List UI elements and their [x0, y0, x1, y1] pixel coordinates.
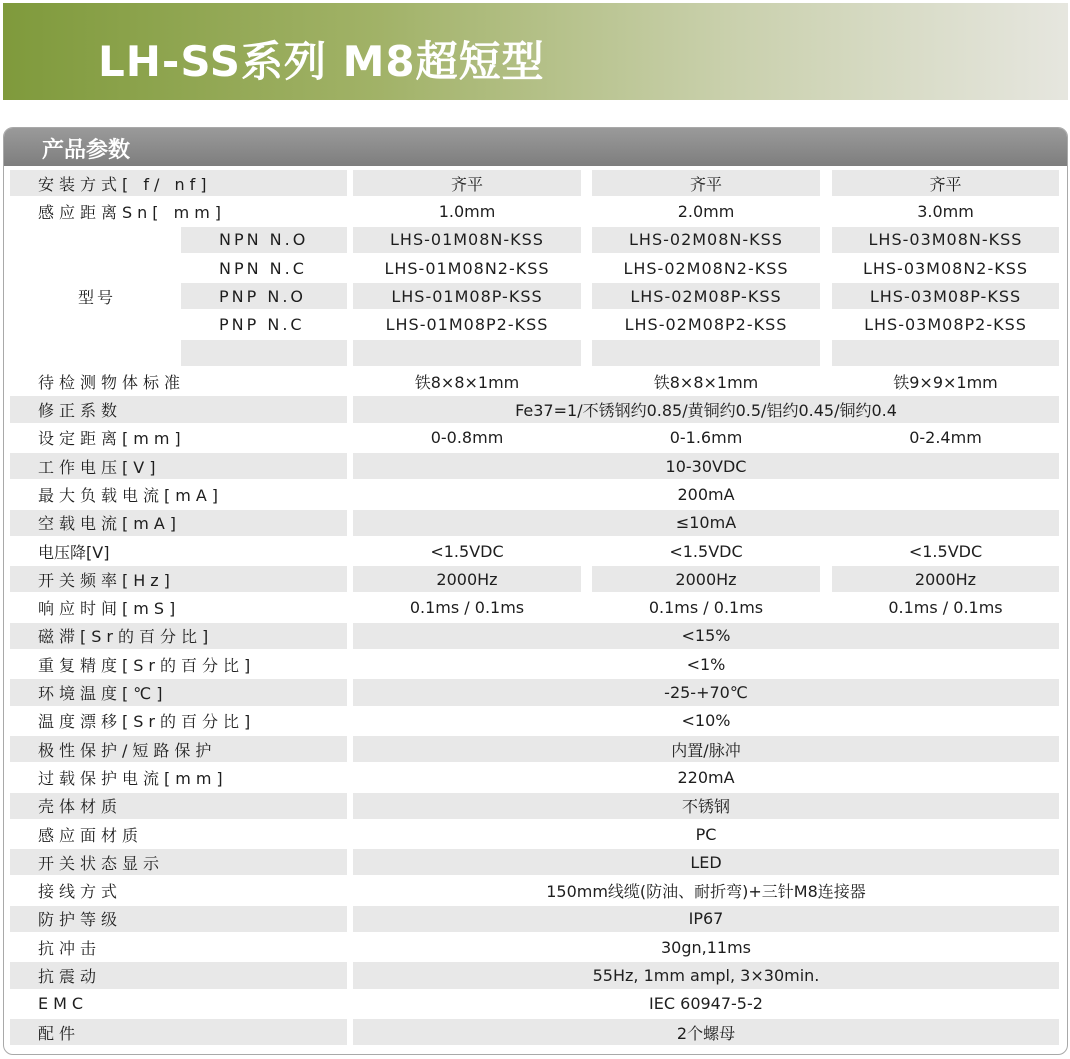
cell-shock: 30gn,11ms	[660, 937, 752, 957]
row-label-indicator_label: 开关状态显示	[10, 849, 347, 875]
cell-indicator: LED	[353, 849, 1059, 875]
row-label-hyst_label: 磁滞[Sr的百分比]	[10, 623, 347, 649]
cell-mount-1: 齐平	[592, 170, 820, 196]
cell-overload: 220mA	[677, 767, 735, 787]
model-code: LHS-01M08P2-KSS	[385, 315, 549, 335]
cell-correction: Fe37=1/不锈钢约0.85/黄铜约0.5/铝约0.45/铜约0.4	[353, 396, 1059, 422]
row-label-voltage_label: 工作电压[V]	[10, 453, 347, 479]
cell-voltage: 10-30VDC	[353, 453, 1059, 479]
cell-target-1: 铁8×8×1mm	[653, 372, 759, 392]
row-label-drop_label: 电压降[V]	[38, 542, 110, 562]
model-code: LHS-01M08N2-KSS	[384, 258, 550, 278]
row-label-no_load_label: 空载电流[mA]	[10, 510, 347, 536]
cell-resp-0: 0.1ms / 0.1ms	[409, 598, 525, 618]
model-code: LHS-03M08P2-KSS	[864, 315, 1027, 335]
cell-mount-0: 齐平	[353, 170, 581, 196]
row-label-freq_label: 开关频率[Hz]	[10, 566, 347, 592]
cell-drop-0: <1.5VDC	[430, 541, 504, 561]
cell-vib: 55Hz, 1mm ampl, 3×30min.	[353, 962, 1059, 988]
row-label-max_load_label: 最大负载电流[mA]	[38, 485, 224, 505]
model-code: LHS-02M08P-KSS	[592, 283, 820, 309]
model-code: LHS-02M08N-KSS	[592, 227, 820, 253]
cell-freq-2: 2000Hz	[832, 566, 1059, 592]
row-label-protect_label: 极性保护/短路保护	[10, 736, 347, 762]
row-label-drift_label: 温度漂移[Sr的百分比]	[38, 712, 256, 732]
cell-protect: 内置/脉冲	[353, 736, 1059, 762]
cell-emc: IEC 60947-5-2	[649, 994, 763, 1014]
cell-drift: <10%	[681, 711, 731, 731]
row-label-set_dist_label: 设定距离[mm]	[38, 429, 186, 449]
cell-set_dist-2: 0-2.4mm	[909, 428, 982, 448]
cell-temp: -25-+70℃	[353, 679, 1059, 705]
row-label-housing_label: 壳体材质	[10, 793, 347, 819]
model-code: LHS-02M08P2-KSS	[624, 315, 788, 335]
cell-freq-0: 2000Hz	[353, 566, 581, 592]
cell-no_load: ≤10mA	[353, 510, 1059, 536]
row-label-mount_label: 安装方式[ f/ nf]	[10, 170, 347, 196]
cell-drop-2: <1.5VDC	[908, 541, 983, 561]
row-label-emc_label: EMC	[38, 994, 89, 1014]
model-code: LHS-01M08P-KSS	[353, 283, 581, 309]
row-label-resp_label: 响应时间[mS]	[38, 599, 181, 619]
model-blank-cell	[353, 340, 581, 366]
row-label-vib_label: 抗震动	[10, 962, 347, 988]
cell-set_dist-1: 0-1.6mm	[669, 428, 743, 448]
cell-sense-0: 1.0mm	[438, 201, 496, 221]
cell-set_dist-0: 0-0.8mm	[430, 428, 504, 448]
model-type: NPN N.O	[181, 227, 347, 253]
model-blank-cell	[592, 340, 820, 366]
cell-face: PC	[695, 824, 717, 844]
model-code: LHS-03M08P-KSS	[832, 283, 1059, 309]
cell-sense-2: 3.0mm	[917, 201, 974, 221]
section-title: 产品参数	[42, 138, 131, 163]
cell-freq-1: 2000Hz	[592, 566, 820, 592]
spec-panel	[3, 127, 1068, 1055]
cell-target-0: 铁8×8×1mm	[414, 372, 520, 392]
cell-target-2: 铁9×9×1mm	[893, 372, 998, 392]
cell-sense-1: 2.0mm	[677, 201, 735, 221]
model-code: LHS-02M08N2-KSS	[623, 258, 789, 278]
row-label-repeat_label: 重复精度[Sr的百分比]	[38, 655, 256, 675]
cell-max_load: 200mA	[677, 484, 735, 504]
cell-mount-2: 齐平	[832, 170, 1059, 196]
model-blank-cell	[181, 340, 347, 366]
cell-housing: 不锈钢	[353, 793, 1059, 819]
row-label-temp_label: 环境温度[℃]	[10, 679, 347, 705]
model-type: NPN N.C	[219, 258, 307, 278]
panel-header	[4, 128, 1067, 166]
model-code: LHS-03M08N-KSS	[832, 227, 1059, 253]
row-label-shock_label: 抗冲击	[38, 938, 102, 958]
cell-drop-1: <1.5VDC	[669, 541, 743, 561]
model-blank-cell	[832, 340, 1059, 366]
row-label-acc_label: 配件	[10, 1019, 347, 1045]
cell-resp-1: 0.1ms / 0.1ms	[648, 598, 764, 618]
cell-repeat: <1%	[686, 654, 726, 674]
title-banner	[3, 3, 1068, 100]
cell-resp-2: 0.1ms / 0.1ms	[888, 598, 1003, 618]
cell-hyst: <15%	[353, 623, 1059, 649]
model-code: LHS-03M08N2-KSS	[862, 258, 1029, 278]
row-label-face_label: 感应面材质	[38, 825, 144, 845]
row-label-wiring_label: 接线方式	[38, 882, 123, 902]
row-label-ip_label: 防护等级	[10, 906, 347, 932]
model-group-label: 型号	[78, 287, 117, 307]
row-label-correction_label: 修正系数	[10, 396, 347, 422]
model-type: PNP N.O	[181, 283, 347, 309]
cell-wiring: 150mm线缆(防油、耐折弯)+三针M8连接器	[546, 882, 866, 902]
row-label-target_label: 待检测物体标准	[38, 372, 186, 392]
row-label-overload_label: 过载保护电流[mm]	[38, 768, 228, 788]
model-type: PNP N.C	[219, 315, 305, 335]
cell-ip: IP67	[353, 906, 1059, 932]
row-label-sense_label: 感应距离Sn[ mm]	[38, 202, 227, 222]
model-code: LHS-01M08N-KSS	[353, 227, 581, 253]
page-title: LH-SS系列 M8超短型	[98, 37, 545, 86]
cell-acc: 2个螺母	[353, 1019, 1059, 1045]
